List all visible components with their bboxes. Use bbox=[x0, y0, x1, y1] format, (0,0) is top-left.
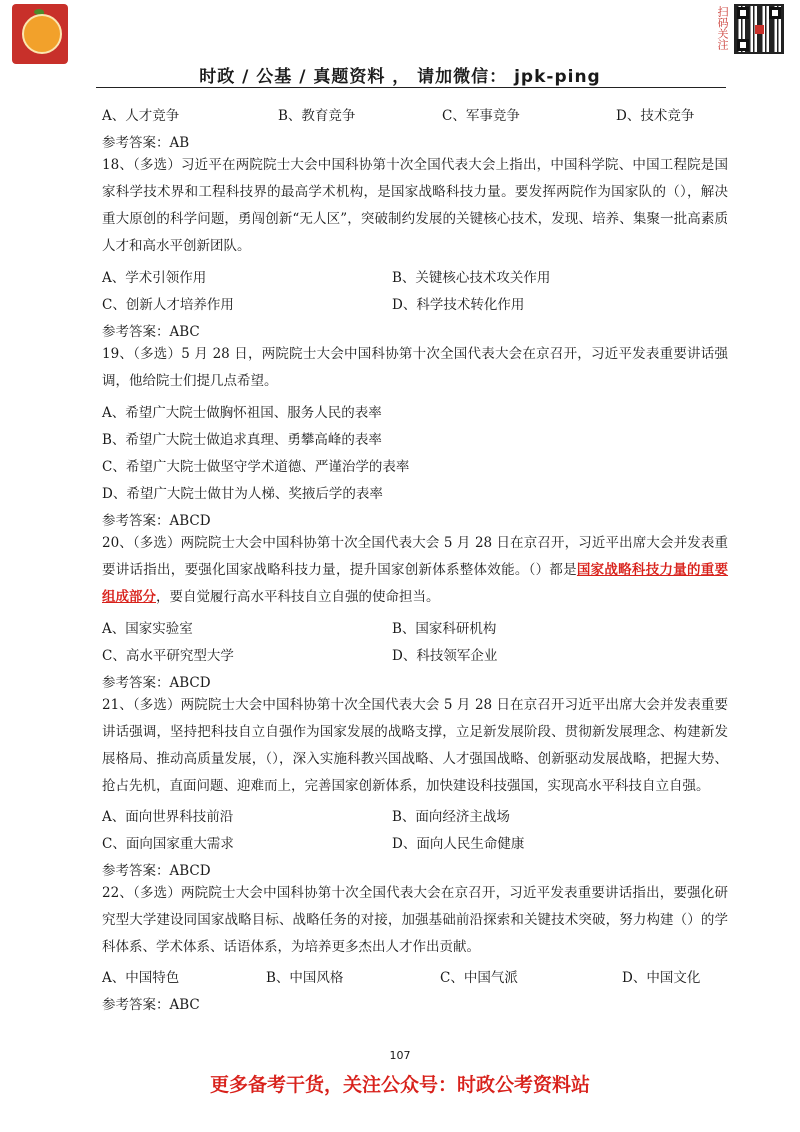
header-banner: 时政 / 公基 / 真题资料 ， 请加微信： jpk-ping bbox=[199, 67, 601, 87]
q20-option-a: A、国家实验室 bbox=[102, 621, 193, 637]
header-divider bbox=[96, 87, 726, 88]
q19-option-b: B、希望广大院士做追求真理、勇攀高峰的表率 bbox=[102, 432, 382, 448]
q20-stem-part-b: ，要自觉履行高水平科技自立自强的使命担当。 bbox=[156, 589, 440, 605]
q20-option-c: C、高水平研究型大学 bbox=[102, 648, 234, 664]
q22-option-a: A、中国特色 bbox=[102, 970, 180, 986]
q21-option-b: B、面向经济主战场 bbox=[392, 809, 510, 825]
q20-highlight: 国家战略科技力量的重要组成部分 bbox=[102, 562, 729, 605]
q22-answer: 参考答案：ABC bbox=[102, 997, 200, 1013]
q22-option-c: C、中国气派 bbox=[440, 970, 518, 986]
qr-label: 扫码关注 bbox=[716, 6, 729, 50]
q19-option-a: A、希望广大院士做胸怀祖国、服务人民的表率 bbox=[102, 405, 382, 421]
brand-logo bbox=[12, 4, 68, 64]
q18-option-a: A、学术引领作用 bbox=[102, 270, 207, 286]
q17-option-c: C、军事竞争 bbox=[442, 108, 520, 124]
q21-option-c: C、面向国家重大需求 bbox=[102, 836, 234, 852]
q20-stem-part-a: 20、（多选）两院院士大会中国科协第十次全国代表大会 5 月 28 日在京召开，习近平出席大会并发表重要讲话指出，要强化国家战略科技力量，提升国家创新体系整体效能。（）都是 bbox=[102, 535, 728, 578]
q21-option-d: D、面向人民生命健康 bbox=[392, 836, 525, 852]
q20-answer: 参考答案：ABCD bbox=[102, 675, 211, 691]
q21-option-a: A、面向世界科技前沿 bbox=[102, 809, 234, 825]
footer-promo: 更多备考干货，关注公众号：时政公考资料站 bbox=[209, 1074, 590, 1096]
q17-option-d: D、技术竞争 bbox=[616, 108, 695, 124]
q20-option-d: D、科技领军企业 bbox=[392, 648, 498, 664]
q17-option-a: A、人才竞争 bbox=[102, 108, 180, 124]
q20-stem bbox=[102, 530, 728, 611]
q21-answer: 参考答案：ABCD bbox=[102, 863, 211, 879]
q18-option-c: C、创新人才培养作用 bbox=[102, 297, 234, 313]
q19-stem: 19、（多选）5 月 28 日，两院院士大会中国科协第十次全国代表大会在京召开，习近平发表重要讲话强调，他给院士们提几点希望。 bbox=[102, 346, 728, 389]
q18-answer: 参考答案：ABC bbox=[102, 324, 200, 340]
q19-answer: 参考答案：ABCD bbox=[102, 513, 211, 529]
page-number: 107 bbox=[389, 1049, 411, 1062]
q18-option-b: B、关键核心技术攻关作用 bbox=[392, 270, 551, 286]
qr-code-icon[interactable] bbox=[734, 4, 784, 54]
q20-option-b: B、国家科研机构 bbox=[392, 621, 497, 637]
q17-option-b: B、教育竞争 bbox=[278, 108, 356, 124]
q19-option-d: D、希望广大院士做甘为人梯、奖掖后学的表率 bbox=[102, 486, 383, 502]
q17-answer: 参考答案：AB bbox=[102, 135, 190, 151]
q18-option-d: D、科学技术转化作用 bbox=[392, 297, 525, 313]
q21-stem: 21、（多选）两院院士大会中国科协第十次全国代表大会 5 月 28 日在京召开习近平出席大会并发表重要讲话强调，坚持把科技自立自强作为国家发展的战略支撑，立足新发展阶段、贯彻新发展理念、构建新发展格局、推动高质量发展，（），深入实施科教兴国战略、人才强国战略、创新驱动发展战略，把握大势、抢占先机，直面问题、迎难而上，完善国家创新体系，加快建设科技强国，实现高水平科技自立自强。 bbox=[102, 697, 728, 794]
orange-icon bbox=[22, 14, 62, 54]
q22-option-d: D、中国文化 bbox=[622, 970, 701, 986]
q19-option-c: C、希望广大院士做坚守学术道德、严谨治学的表率 bbox=[102, 459, 410, 475]
q22-option-b: B、中国风格 bbox=[266, 970, 344, 986]
q18-stem: 18、（多选）习近平在两院院士大会中国科协第十次全国代表大会上指出，中国科学院、中国工程院是国家科学技术界和工程科技界的最高学术机构，是国家战略科技力量。要发挥两院作为国家队的（），解决重大原创的科学问题，勇闯创新“无人区”，突破制约发展的关键核心技术，发现、培养、集聚一批高素质人才和高水平创新团队。 bbox=[102, 157, 728, 254]
q22-stem: 22、（多选）两院院士大会中国科协第十次全国代表大会在京召开，习近平发表重要讲话指出，要强化研究型大学建设同国家战略目标、战略任务的对接，加强基础前沿探索和关键技术突破，努力构建（）的学科体系、学术体系、话语体系，为培养更多杰出人才作出贡献。 bbox=[102, 885, 728, 955]
